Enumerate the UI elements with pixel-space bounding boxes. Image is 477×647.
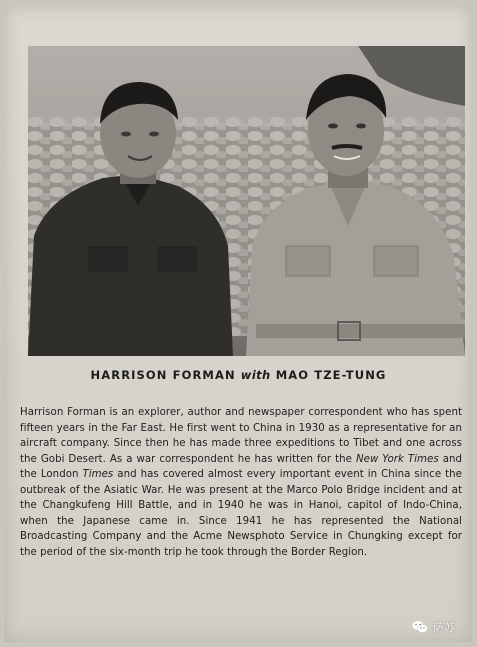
author-biography (20, 405, 462, 560)
caption-with: with (240, 368, 271, 382)
caption-name-1: HARRISON FORMAN (90, 368, 236, 382)
photo-caption (0, 368, 477, 382)
bio-text-3: and has covered almost every important event in China since the outbreak of the Asiatic War. He was present at the Marco Polo Bridge incident and at the Changkufeng Hill Battle, and in 1940 he was in Hanoi, capitol of Indo-China, when the Japanese came in. Since 1941 he has represented the National Broadcasting Company and the Acme Newsphoto Service in Chungking except for the period of the six-month trip he took through the Border Region. (20, 469, 462, 558)
publication-nyt: New York Times (355, 453, 439, 465)
publication-times: Times (82, 469, 114, 480)
bio-text-1: Harrison Forman is an explorer, author and newspaper correspondent who has spent fifteen years in the Far East. He first went to China in 1930 as a representative for an aircraft company. Since then he has made three expeditions to Tibet and one across the Gobi Desert. As a war correspondent he has written for the (20, 407, 462, 465)
caption-name-2: MAO TZE-TUNG (275, 368, 387, 382)
wechat-icon (412, 620, 428, 634)
bio-text-2: and the London (20, 453, 463, 480)
watermark (412, 619, 455, 635)
portrait-photo (28, 46, 465, 356)
watermark-text: 萨苏 (433, 621, 455, 634)
